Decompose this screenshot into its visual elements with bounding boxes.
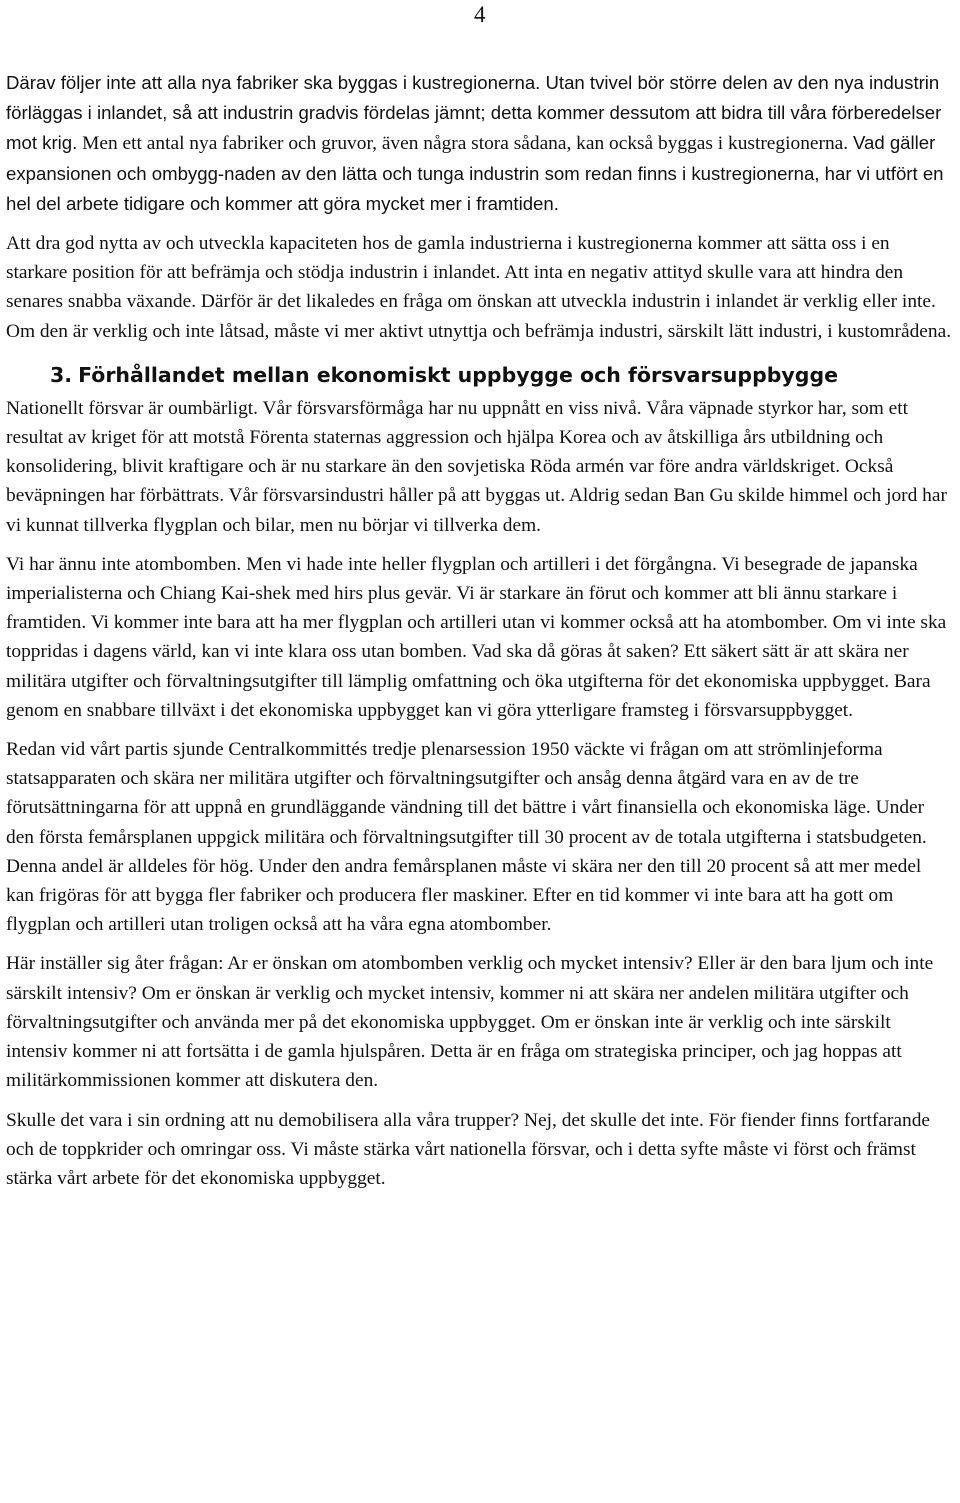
paragraph-1-part-c: Vad gäller expansionen och ombygg-naden av den lätta och tunga industrin som redan finns i kustregionerna, har vi utfört en hel del arbete tidigare och kommer att göra mycket mer i framtiden. [6,132,944,214]
document-body [6,68,954,1203]
paragraph-2: Att dra god nytta av och utveckla kapaciteten hos de gamla industrierna i kustregionerna kommer att sätta oss i en starkare position för att befrämja och stödja industrin i inlandet. Att inta en negativ attityd skulle vara att hindra den senares snabba växande. Därför är det likaledes en fråga om önskan att utveckla industrin i inlandet är verklig eller inte. Om den är verklig och inte låtsad, måste vi mer aktivt utnyttja och befrämja industri, särskilt lätt industri, i kustområdena. [6,233,952,342]
paragraph-3: Nationellt försvar är oumbärligt. Vår försvarsförmåga har nu uppnått en viss nivå. Våra väpnade styrkor har, som ett resultat av kriget för att motstå Förenta staternas aggression och hjälpa Korea och av åtskilliga års utbildning och konsolidering, blivit kraftigare och är nu starkare än den sovjetiska Röda armén var före andra världskriget. Också beväpningen har förbättrats. Vår försvarsindustri håller på att byggas ut. Aldrig sedan Ban Gu skilde himmel och jord har vi kunnat tillverka flygplan och bilar, men nu börjar vi tillverka dem. [6,397,947,536]
paragraph-5: Redan vid vårt partis sjunde Centralkommittés tredje plenarsession 1950 väckte vi frågan om att strömlinjeforma statsapparaten och skära ner militära utgifter och förvaltningsutgifter och ansåg denna åtgärd vara en av de tre förutsättningarna för att uppnå en grundläggande vändning till det bättre i vårt finansiella och ekonomiska läge. Under den första femårsplanen uppgick militära och förvaltningsutgifter till 30 procent av de totala utgifterna i statsbudgeten. Denna andel är alldeles för hög. Under den andra femårsplanen måste vi skära ner den till 20 procent så att mer medel kan frigöras för att bygga fler fabriker och producera fler maskiner. Efter en tid kommer vi inte bara att ha gott om flygplan och artilleri utan troligen också att ha våra egna atombomber. [6,739,927,936]
paragraph-1-part-a: Därav följer inte att alla nya fabriker ska byggas i kustregionerna. Utan tvivel bör större delen av den nya industrin förläggas i inlandet, så att industrin gradvis fördelas jämnt; detta kommer dessutom att bidra till våra förberedelser mot krig. [6,72,942,154]
page-number: 4 [474,2,486,27]
section-heading-number: 3. [50,362,73,387]
paragraph-1 [6,68,954,219]
section-heading [50,360,954,390]
section-heading-title: Förhållandet mellan ekonomiskt uppbygge och försvarsuppbygge [78,362,839,387]
paragraph-7: Skulle det vara i sin ordning att nu demobilisera alla våra trupper? Nej, det skulle det inte. För fiender finns fortfarande och de toppkrider och omringar oss. Vi måste stärka vårt nationella försvar, och i detta syfte måste vi först och främst stärka vårt arbete för det ekonomiska uppbygget. [6,1109,930,1189]
paragraph-4: Vi har ännu inte atombomben. Men vi hade inte heller flygplan och artilleri i det förgångna. Vi besegrade de japanska imperialisterna och Chiang Kai-shek med hirs plus gevär. Vi är starkare än förut och kommer att bli ännu starkare i framtiden. Vi kommer inte bara att ha mer flygplan och artilleri utan vi kommer också att ha atombomber. Om vi inte ska toppridas i dagens värld, kan vi inte klara oss utan bomben. Vad ska då göras åt saken? Ett säkert sätt är att skära ner militära utgifter och förvaltningsutgifter till lämplig omfattning och öka utgifterna för det ekonomiska uppbygget. Bara genom en snabbare tillväxt i det ekonomiska uppbygget kan vi göra ytterligare framsteg i försvarsuppbygget. [6,553,947,721]
paragraph-6: Här inställer sig åter frågan: Ar er önskan om atombomben verklig och mycket intensiv? Eller är den bara ljum och inte särskilt intensiv? Om er önskan är verklig och mycket intensiv, kommer ni att skära ner andelen militära utgifter och förvaltningsutgifter och använda mer på det ekonomiska uppbygget. Om er önskan inte är verklig och inte särskilt intensiv kommer ni att fortsätta i de gamla hjulspåren. Detta är en fråga om strategiska principer, och jag hoppas att militärkommissionen kommer att diskutera den. [6,953,934,1092]
paragraph-1-part-b: Men ett antal nya fabriker och gruvor, även några stora sådana, kan också byggas i kustregionerna. [82,133,849,155]
